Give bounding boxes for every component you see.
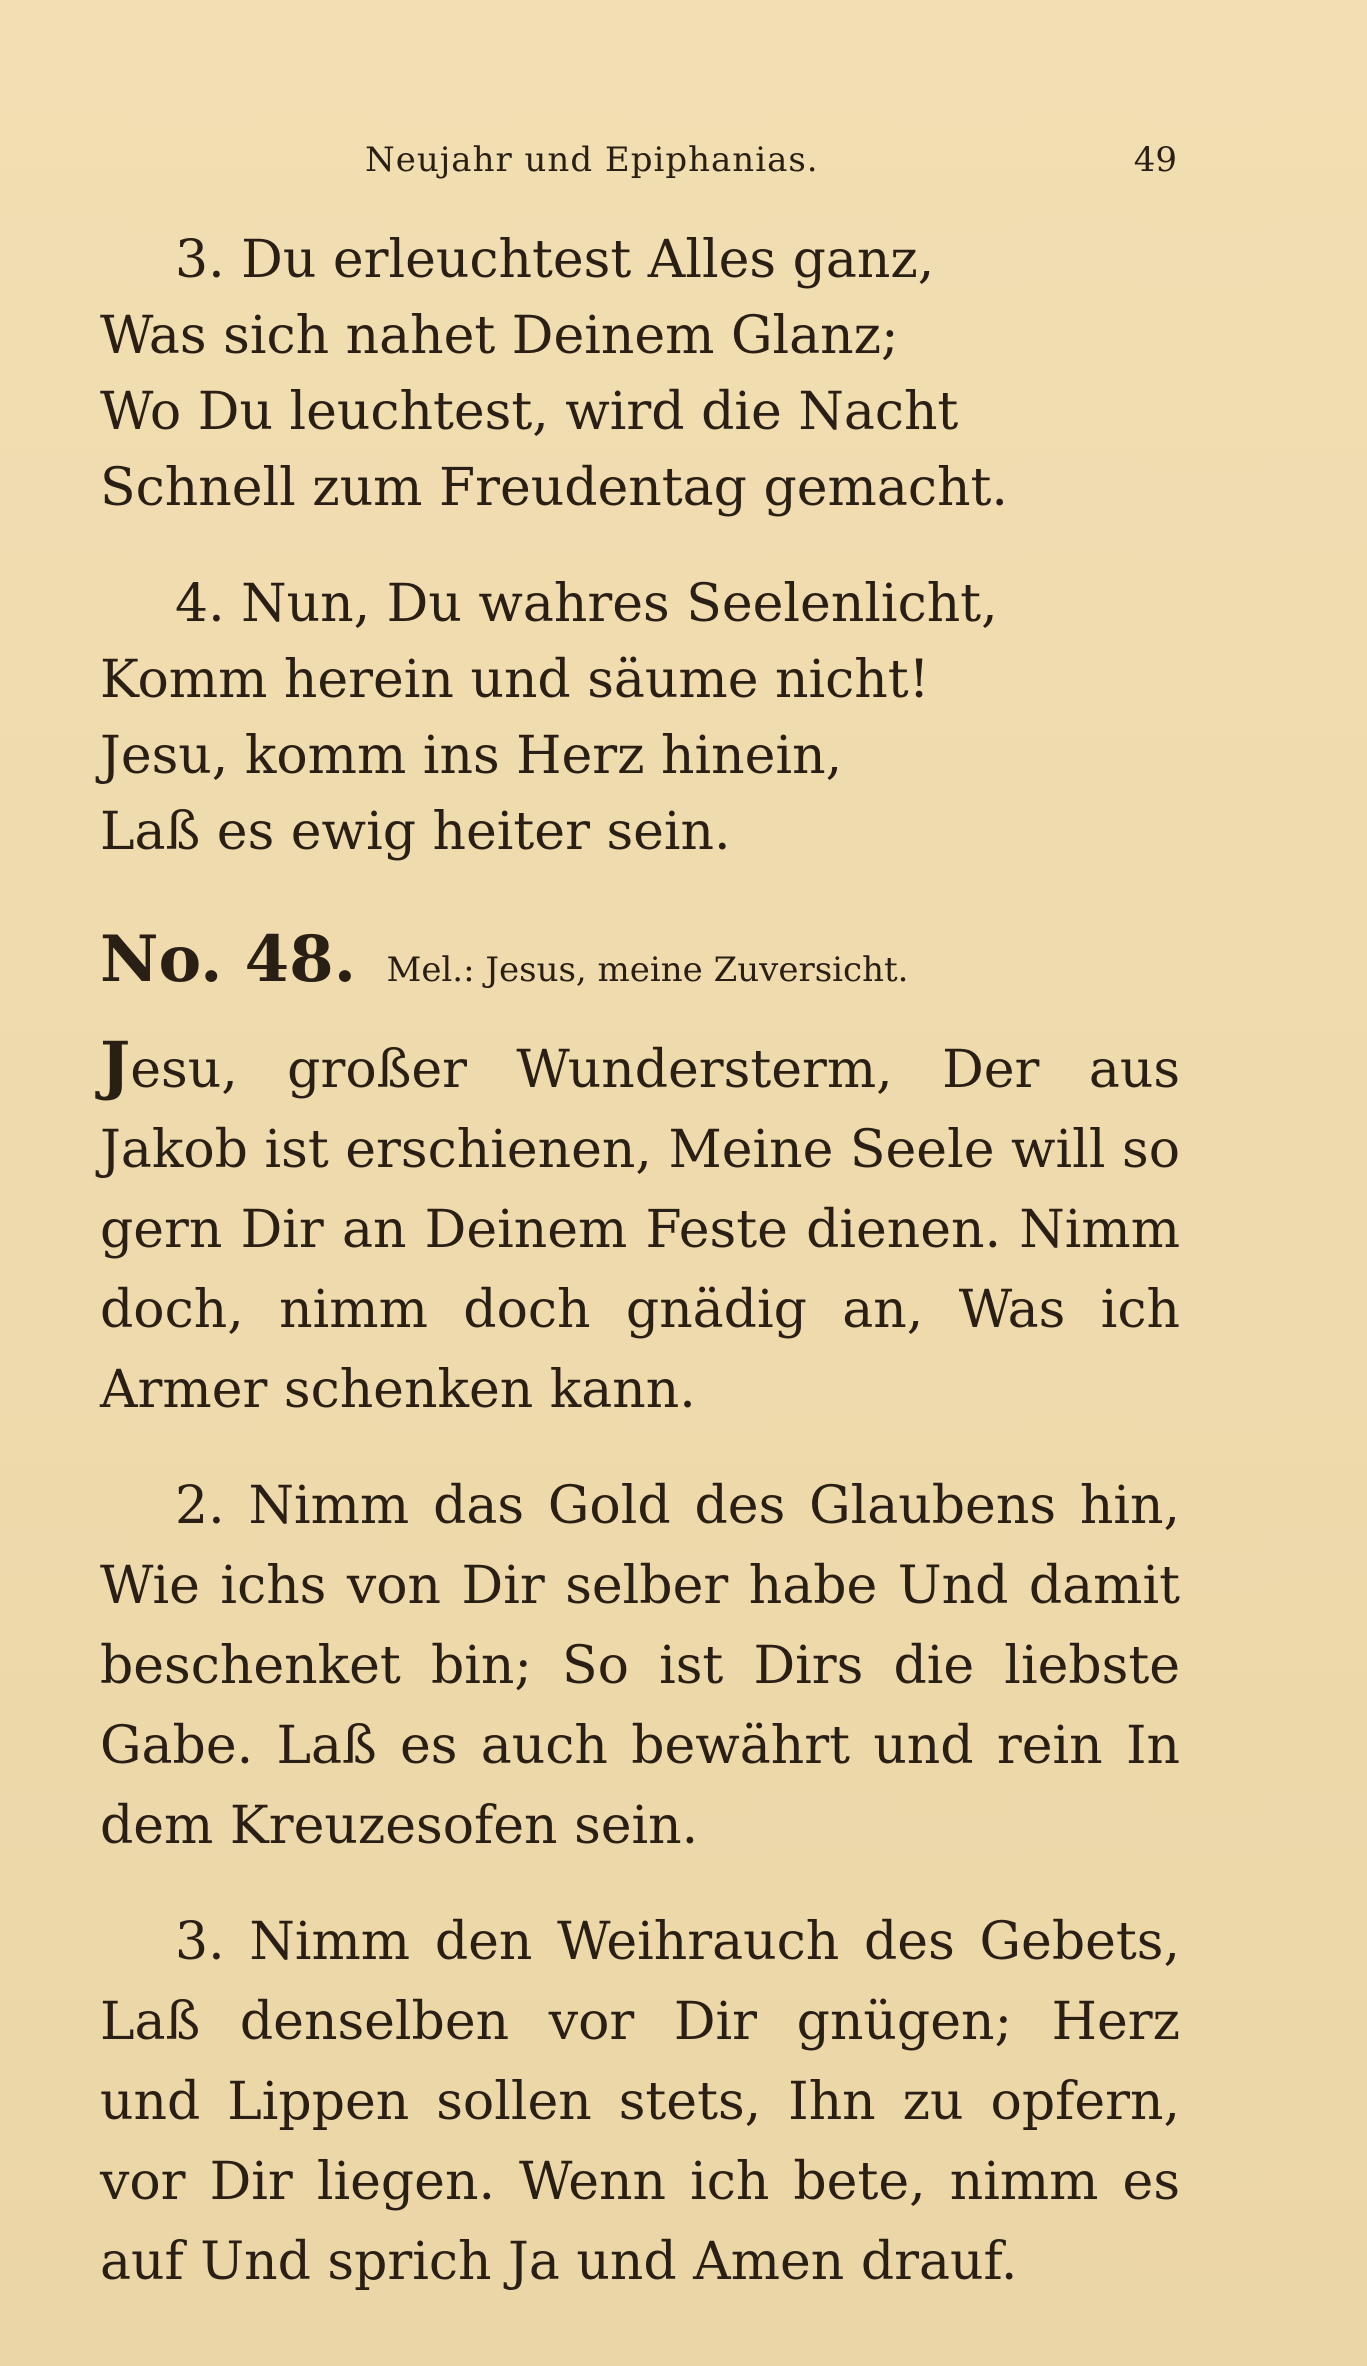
verse-line: Laß es ewig heiter sein. <box>100 802 731 862</box>
hymn-number: No. 48. <box>100 922 356 997</box>
verse-line: Jesu, komm ins Herz hinein, <box>100 726 843 786</box>
page-content <box>100 222 1180 2338</box>
hymn-stanza-2: 2. Nimm das Gold des Glaubens hin, Wie ichs von Dir selber habe Und damit beschenket bin; So ist Dirs die liebste Gabe. Laß es auch bewährt und rein In dem Kreuzesofen sein. <box>100 1476 1180 1856</box>
verse-line: Was sich nahet Deinem Glanz; <box>100 306 899 366</box>
verse-line: 3. Du erleuchtest Alles ganz, <box>175 230 935 290</box>
verse-4-previous-hymn <box>100 566 1180 870</box>
page-number: 49 <box>1133 140 1177 180</box>
hymn-stanza-3: 3. Nimm den Weihrauch des Gebets, Laß denselben vor Dir gnügen; Herz und Lippen sollen stets, Ihn zu opfern, vor Dir liegen. Wenn ich bete, nimm es auf Und sprich Ja und Amen drauf. <box>100 1912 1180 2292</box>
hymn-heading <box>100 922 1180 1008</box>
verse-line: Wo Du leuchtest, wird die Nacht <box>100 382 959 442</box>
verse-3-previous-hymn <box>100 222 1180 526</box>
verse-line: Schnell zum Freudentag gemacht. <box>100 458 1008 518</box>
verse-line: 4. Nun, Du wahres Seelenlicht, <box>175 574 998 634</box>
running-title: Neujahr und Epiphanias. <box>365 140 819 180</box>
melody-note: Mel.: Jesus, meine Zuversicht. <box>386 950 909 990</box>
page-header <box>365 140 1177 190</box>
verse-line: Komm herein und säume nicht! <box>100 650 930 710</box>
hymn-stanza-1: Jesu, großer Wundersterm, Der aus Jakob ist erschienen, Meine Seele will so gern Dir an Deinem Feste dienen. Nimm doch, nimm doch gnädig an, Was ich Armer schenken kann. <box>100 1028 1180 1420</box>
